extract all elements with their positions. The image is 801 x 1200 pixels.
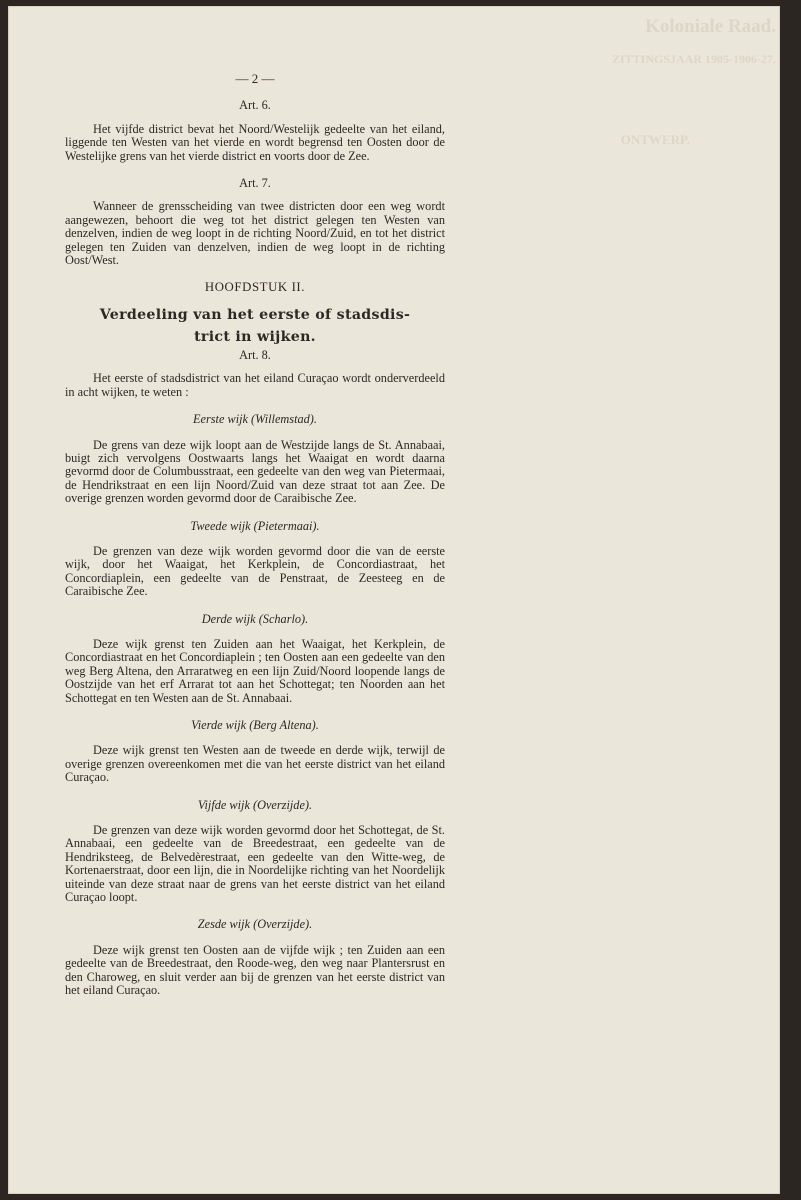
chapter-title: HOOFDSTUK II.: [204, 280, 306, 295]
wijk-3-text: Deze wijk grenst ten Zuiden aan het Waaigat, het Kerkplein, de Concordiastraat en het Concordiaplein ; ten Oosten aan een gedeelte van den weg Berg Altena, den Arraratweg en een lijn Zuid/Noord loopende langs de Oostzijde van het erf Arrarat tot aan het Schottegat; ten Noorden aan het Schottegat en ten Westen aan de St. Annabaai.: [65, 636, 445, 705]
text-column: [65, 72, 445, 1012]
article-7-title: Art. 7.: [239, 176, 271, 191]
wijk-4-text: Deze wijk grenst ten Westen aan de tweede en derde wijk, terwijl de overige grenzen overeenkomen met die van het eerste district van het eiland Curaçao.: [65, 743, 445, 785]
article-6-title: Art. 6.: [239, 98, 271, 113]
wijk-6-title: Zesde wijk (Overzijde).: [197, 917, 313, 932]
wijk-5-title: Vijfde wijk (Overzijde).: [197, 797, 313, 812]
document-page: [8, 6, 780, 1194]
article-8-text: Het eerste of stadsdistrict van het eiland Curaçao wordt onderverdeeld in acht wijken, te weten :: [65, 371, 445, 399]
wijk-1-text: De grens van deze wijk loopt aan de Westzijde langs de St. Annabaai, buigt zich vervolgens Oostwaarts langs het Waaigat en wordt daarna gevormd door de Columbusstraat, een gedeelte van den weg van Pietermaai, de Hendrikstraat en een lijn Noord/Zuid van deze straat tot aan Zee. De overige grenzen worden gevormd door de Caraibische Zee.: [65, 437, 445, 506]
chapter-heading-line-2: trict in wijken.: [194, 328, 316, 345]
wijk-5-text: De grenzen van deze wijk worden gevormd door het Schottegat, de St. Annabaai, een gedeelte van de Breedestraat, een gedeelte van de Hendriksteeg, de Belvedèrestraat, een gedeelte van den Witte-weg, de Kortenaerstraat, door een lijn, die in Noordelijke richting van het Noordelijk uiteinde van deze straat naar de grens van het eerste district van het eiland Curaçao loopt.: [65, 823, 445, 905]
bleed-line-3: ONTWERP.: [620, 132, 690, 147]
wijk-3-title: Derde wijk (Scharlo).: [201, 611, 309, 626]
wijk-2-title: Tweede wijk (Pietermaai).: [190, 518, 320, 533]
wijk-1-title: Eerste wijk (Willemstad).: [193, 412, 317, 427]
wijk-4-title: Vierde wijk (Berg Altena).: [191, 718, 319, 732]
article-6-text: Het vijfde district bevat het Noord/Westelijk gedeelte van het eiland, liggende ten Westen van het vierde en wordt begrensd ten Oosten door de Westelijke grens van het vierde district en voorts door de Zee.: [65, 121, 445, 163]
chapter-heading-line-1: Verdeeling van het eerste of stadsdis-: [99, 306, 411, 323]
wijk-6-text: Deze wijk grenst ten Oosten aan de vijfde wijk ; ten Zuiden aan een gedeelte van de Breedestraat, den Roode-weg, den weg naar Plantersrust en den Charoweg, en sluit verder aan bij de grenzen van het eerste district van het eiland Curaçao.: [65, 942, 445, 998]
page-number: — 2 —: [235, 71, 275, 86]
bleed-line-1: Koloniale Raad.: [645, 16, 776, 37]
article-7-text: Wanneer de grensscheiding van twee districten door een weg wordt aangewezen, behoort die weg tot het district gelegen ten Westen van denzelven, indien de weg loopt in de richting Noord/Zuid, en tot het district gelegen ten Zuiden van denzelven, indien de weg loopt in de richting Oost/West.: [65, 199, 445, 268]
article-8-title: Art. 8.: [239, 347, 271, 362]
bleed-line-2: ZITTINGSJAAR 1905-1906-27.: [611, 52, 776, 66]
wijk-2-text: De grenzen van deze wijk worden gevormd door die van de eerste wijk, door het Waaigat, het Kerkplein, de Concordiastraat, het Concordiaplein, een gedeelte van de Penstraat, de Zeesteeg en de Caraibische Zee.: [65, 543, 445, 599]
bleed-through-text: [508, 6, 780, 236]
